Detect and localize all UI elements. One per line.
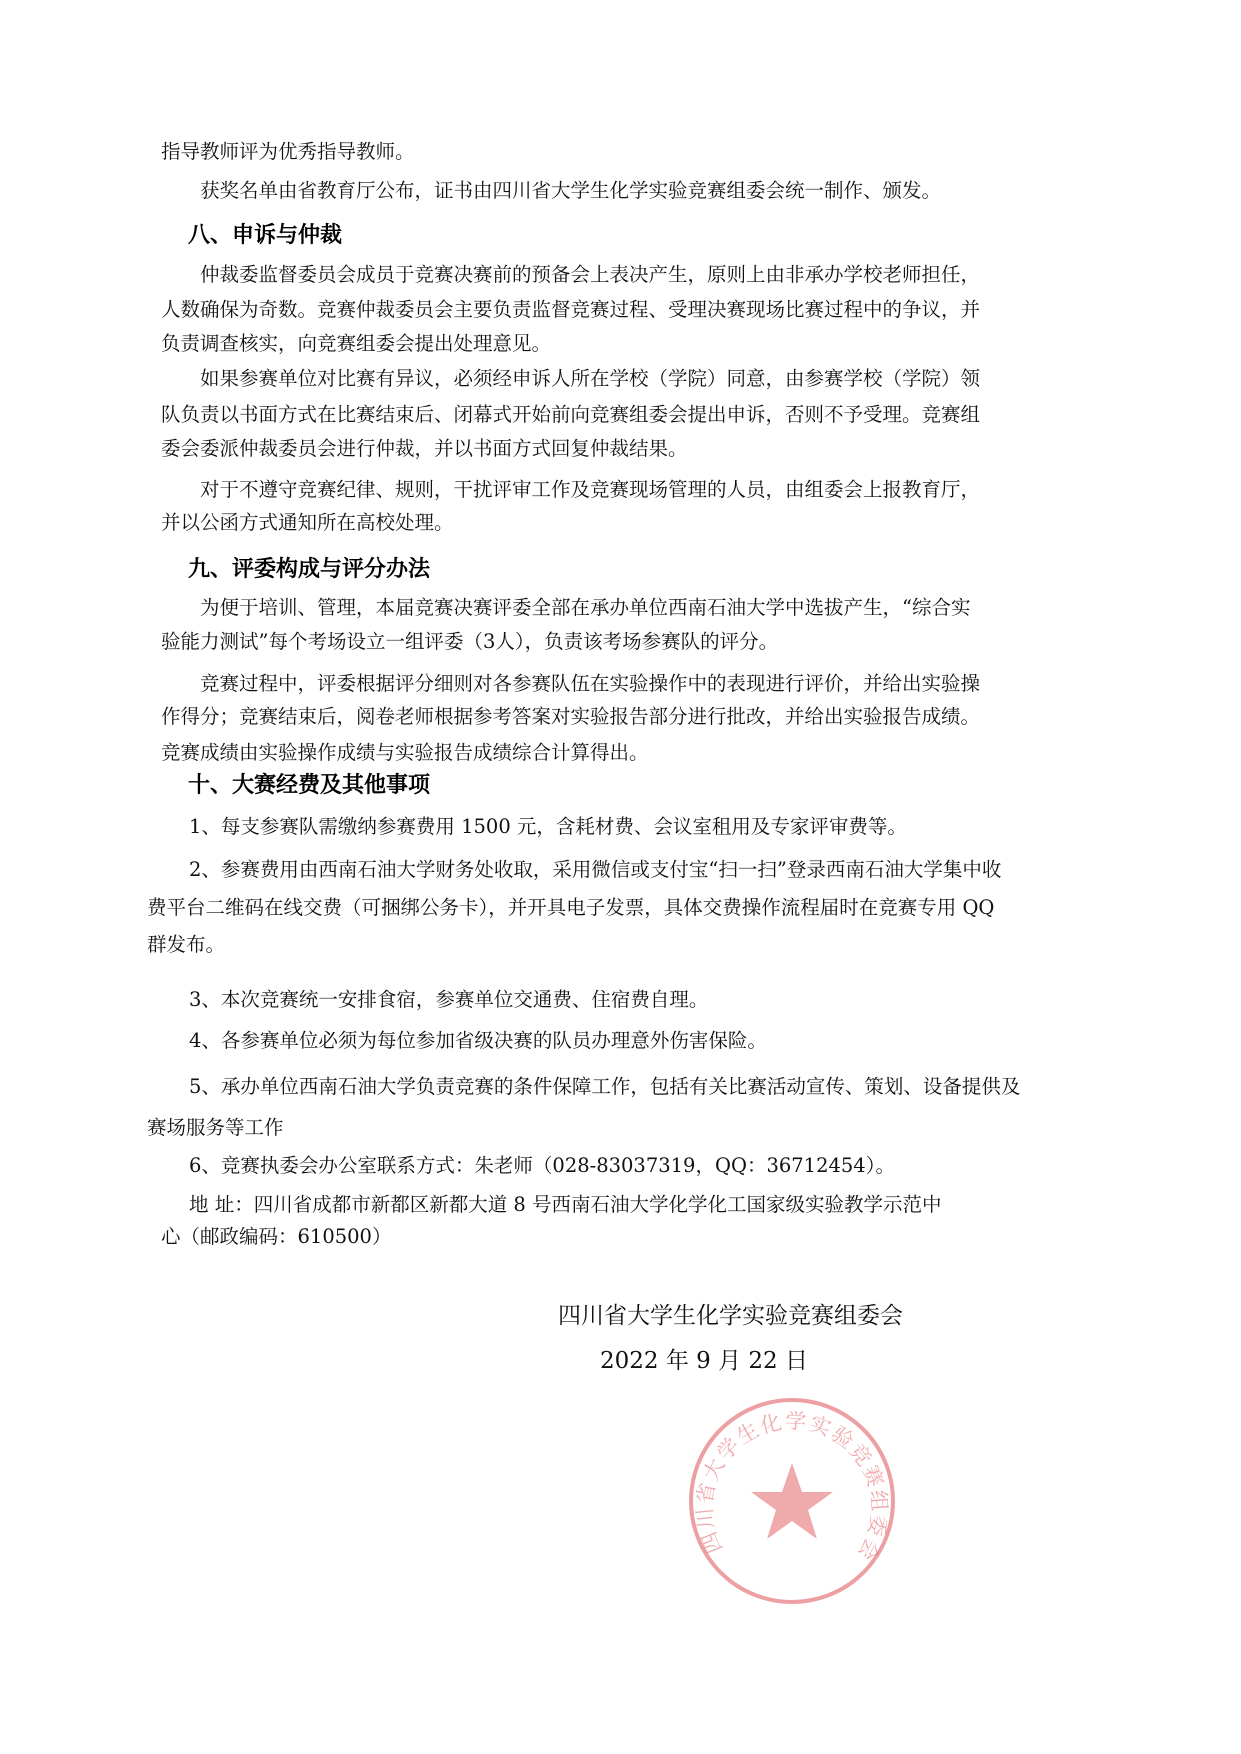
text-line: 3、本次竞赛统一安排食宿，参赛单位交通费、住宿费自理。 — [189, 988, 709, 1011]
text-line: 地 址：四川省成都市新都区新都大道 8 号西南石油大学化学化工国家级实验教学示范中 — [189, 1193, 942, 1216]
text-line: 赛场服务等工作 — [147, 1116, 284, 1139]
text-line: 群发布。 — [147, 933, 226, 956]
section-heading: 十、大赛经费及其他事项 — [188, 773, 431, 798]
official-seal-icon — [686, 1395, 898, 1607]
text-line: 竞赛过程中，评委根据评分细则对各参赛队伍在实验操作中的表现进行评价，并给出实验操 — [200, 672, 981, 695]
text-line: 2、参赛费用由西南石油大学财务处收取，采用微信或支付宝“扫一扫”登录西南石油大学集中收 — [189, 858, 1002, 881]
text-line: 人数确保为奇数。竞赛仲裁委员会主要负责监督竞赛过程、受理决赛现场比赛过程中的争议，并 — [161, 298, 981, 321]
section-heading: 八、申诉与仲裁 — [188, 223, 343, 248]
text-line: 1、每支参赛队需缴纳参赛费用 1500 元，含耗材费、会议室租用及专家评审费等。 — [189, 815, 907, 838]
text-line: 获奖名单由省教育厅公布，证书由四川省大学生化学实验竞赛组委会统一制作、颁发。 — [200, 179, 942, 202]
text-line: 为便于培训、管理，本届竞赛决赛评委全部在承办单位西南石油大学中选拔产生，“综合实 — [200, 596, 971, 619]
text-line: 6、竞赛执委会办公室联系方式：朱老师（028-83037319，QQ：36712454）。 — [189, 1154, 895, 1177]
seal-ring-text: 四川省大学生化学实验竞赛组委会 — [692, 1408, 892, 1566]
text-line: 验能力测试”每个考场设立一组评委（3人），负责该考场参赛队的评分。 — [161, 630, 779, 653]
text-line: 仲裁委监督委员会成员于竞赛决赛前的预备会上表决产生，原则上由非承办学校老师担任， — [200, 263, 981, 286]
text-line: 指导教师评为优秀指导教师。 — [161, 140, 415, 163]
text-line: 5、承办单位西南石油大学负责竞赛的条件保障工作，包括有关比赛活动宣传、策划、设备提供及 — [189, 1075, 1021, 1098]
text-line: 如果参赛单位对比赛有异议，必须经申诉人所在学校（学院）同意，由参赛学校（学院）领 — [200, 367, 981, 390]
signature-date: 2022 年 9 月 22 日 — [600, 1348, 808, 1374]
text-line: 队负责以书面方式在比赛结束后、闭幕式开始前向竞赛组委会提出申诉，否则不予受理。竞赛组 — [161, 403, 981, 426]
text-line: 4、各参赛单位必须为每位参加省级决赛的队员办理意外伤害保险。 — [189, 1029, 767, 1052]
section-heading: 九、评委构成与评分办法 — [188, 557, 431, 582]
signature-organization: 四川省大学生化学实验竞赛组委会 — [558, 1303, 903, 1329]
text-line: 费平台二维码在线交费（可捆绑公务卡），并开具电子发票，具体交费操作流程届时在竞赛专用 QQ — [147, 896, 995, 919]
text-line: 并以公函方式通知所在高校处理。 — [161, 511, 454, 534]
text-line: 对于不遵守竞赛纪律、规则，干扰评审工作及竞赛现场管理的人员，由组委会上报教育厅， — [200, 478, 981, 501]
text-line: 委会委派仲裁委员会进行仲裁，并以书面方式回复仲裁结果。 — [161, 437, 688, 460]
text-line: 作得分；竞赛结束后，阅卷老师根据参考答案对实验报告部分进行批改，并给出实验报告成绩。 — [161, 705, 981, 728]
text-line: 竞赛成绩由实验操作成绩与实验报告成绩综合计算得出。 — [161, 741, 649, 764]
text-line: 心（邮政编码：610500） — [161, 1225, 392, 1248]
text-line: 负责调查核实，向竞赛组委会提出处理意见。 — [161, 332, 552, 355]
